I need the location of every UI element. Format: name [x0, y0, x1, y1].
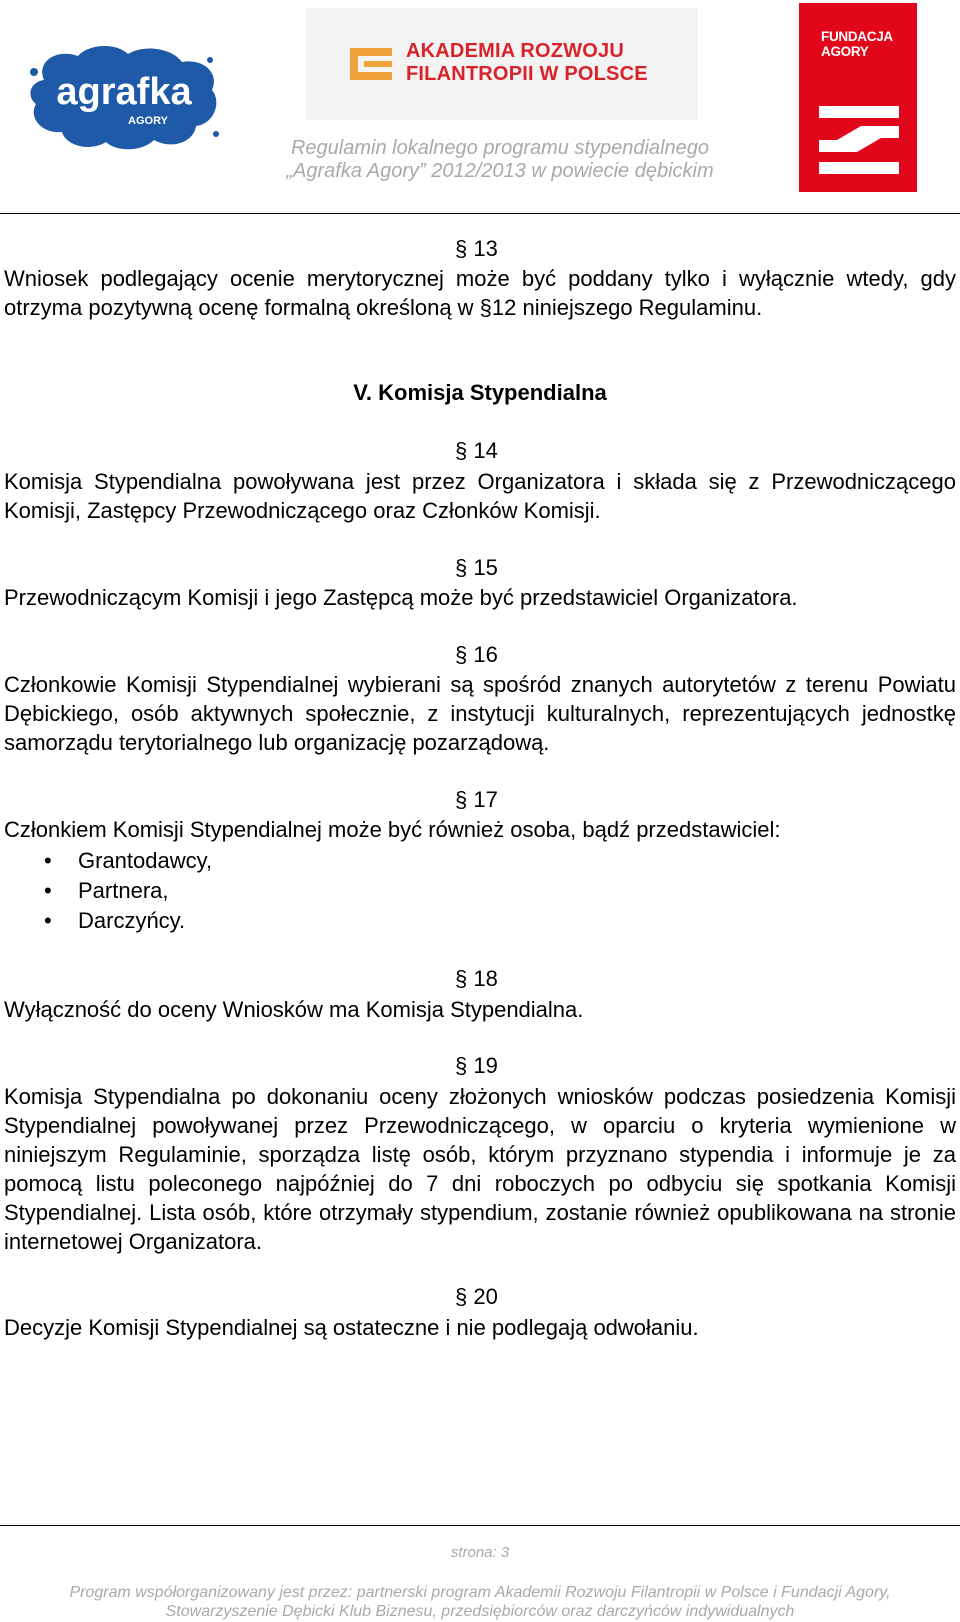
- section-14-text: Komisja Stypendialna powoływana jest przez Organizatora i składa się z Przewodniczącego Komisji, Zastępcy Przewodniczącego oraz Członków Komisji.: [4, 469, 956, 523]
- bullet-icon: •: [44, 878, 52, 903]
- section-17-text: Członkiem Komisji Stypendialnej może być również osoba, bądź przedstawiciel:: [4, 817, 781, 842]
- chapter-v-heading: V. Komisja Stypendialna: [353, 380, 607, 405]
- fundacja-logo-line1: FUNDACJA: [821, 29, 893, 44]
- list-item-label: Grantodawcy,: [78, 848, 213, 873]
- section-20-text: Decyzje Komisji Stypendialnej są ostateczne i nie podlegają odwołaniu.: [4, 1315, 699, 1340]
- fundacja-mark-icon: [819, 106, 899, 176]
- list-item: [4, 876, 604, 906]
- akademia-logo-text: [406, 40, 648, 86]
- fundacja-agory-logo: [799, 3, 917, 192]
- akademia-mark-icon: [346, 44, 396, 84]
- header-divider: [0, 213, 960, 214]
- agrafka-logo-graphic: [26, 42, 222, 152]
- akademia-logo-line2: FILANTROPII W POLSCE: [406, 63, 648, 85]
- agrafka-logo-text: agrafka: [56, 71, 192, 113]
- section-15-heading: § 15: [455, 555, 498, 580]
- section-18-heading: § 18: [455, 966, 498, 991]
- agrafka-logo-subtext: AGORY: [128, 115, 168, 127]
- akademia-logo-line1: AKADEMIA ROZWOJU: [406, 40, 625, 62]
- fundacja-logo-line2: AGORY: [821, 44, 869, 59]
- section-18-text: Wyłączność do oceny Wniosków ma Komisja Stypendialna.: [4, 997, 584, 1022]
- header-title-line2: „Agrafka Agory” 2012/2013 w powiecie dębickim: [286, 160, 714, 182]
- fundacja-logo-text: [821, 29, 893, 59]
- page-number: strona: 3: [450, 1544, 510, 1561]
- footer-line2: Stowarzyszenie Dębicki Klub Biznesu, przedsiębiorców oraz darczyńców indywidualnych: [165, 1603, 795, 1620]
- header-title-line1: Regulamin lokalnego programu stypendialnego: [290, 137, 710, 159]
- section-20-heading: § 20: [455, 1284, 498, 1309]
- agrafka-logo: [26, 42, 222, 152]
- footer-line1: Program współorganizowany jest przez: partnerski program Akademii Rozwoju Filantropii w Polsce i Fundacji Agory,: [69, 1584, 891, 1601]
- section-17-list: [4, 846, 604, 936]
- akademia-logo: [306, 8, 698, 120]
- section-14-heading: § 14: [455, 438, 498, 463]
- bullet-icon: •: [44, 848, 52, 873]
- footer-divider: [0, 1525, 960, 1526]
- bullet-icon: •: [44, 908, 52, 933]
- section-17-heading: § 17: [455, 787, 498, 812]
- section-19-heading: § 19: [455, 1053, 498, 1078]
- list-item-label: Partnera,: [78, 878, 169, 903]
- section-13-heading: § 13: [455, 236, 498, 261]
- section-15-text: Przewodniczącym Komisji i jego Zastępcą może być przedstawiciel Organizatora.: [4, 585, 798, 610]
- list-item: [4, 846, 604, 876]
- section-13-text: Wniosek podlegający ocenie merytorycznej może być poddany tylko i wyłącznie wtedy, gdy otrzyma pozytywną ocenę formalną określoną w §12 niniejszego Regulaminu.: [4, 266, 956, 320]
- section-16-text: Członkowie Komisji Stypendialnej wybierani są spośród znanych autorytetów z terenu Powiatu Dębickiego, osób aktywnych społecznie, z instytucji kulturalnych, reprezentujących jednostkę samorządu terytorialnego lub organizację pozarządową.: [4, 672, 956, 755]
- section-19-text: Komisja Stypendialna po dokonaniu oceny złożonych wniosków podczas posiedzenia Komisji Stypendialnej powoływanej przez Przewodniczącego, w oparciu o kryteria wymienione w niniejszym Regulaminie, sporządza listę osób, którym przyznano stypendia i informuje je za pomocą listu poleconego najpóźniej do 7 dni roboczych po odbyciu się spotkania Komisji Stypendialnej. Lista osób, które otrzymały stypendium, zostanie również opublikowana na stronie internetowej Organizatora.: [4, 1084, 956, 1254]
- list-item: [4, 906, 604, 936]
- section-16-heading: § 16: [455, 642, 498, 667]
- list-item-label: Darczyńcy.: [78, 908, 186, 933]
